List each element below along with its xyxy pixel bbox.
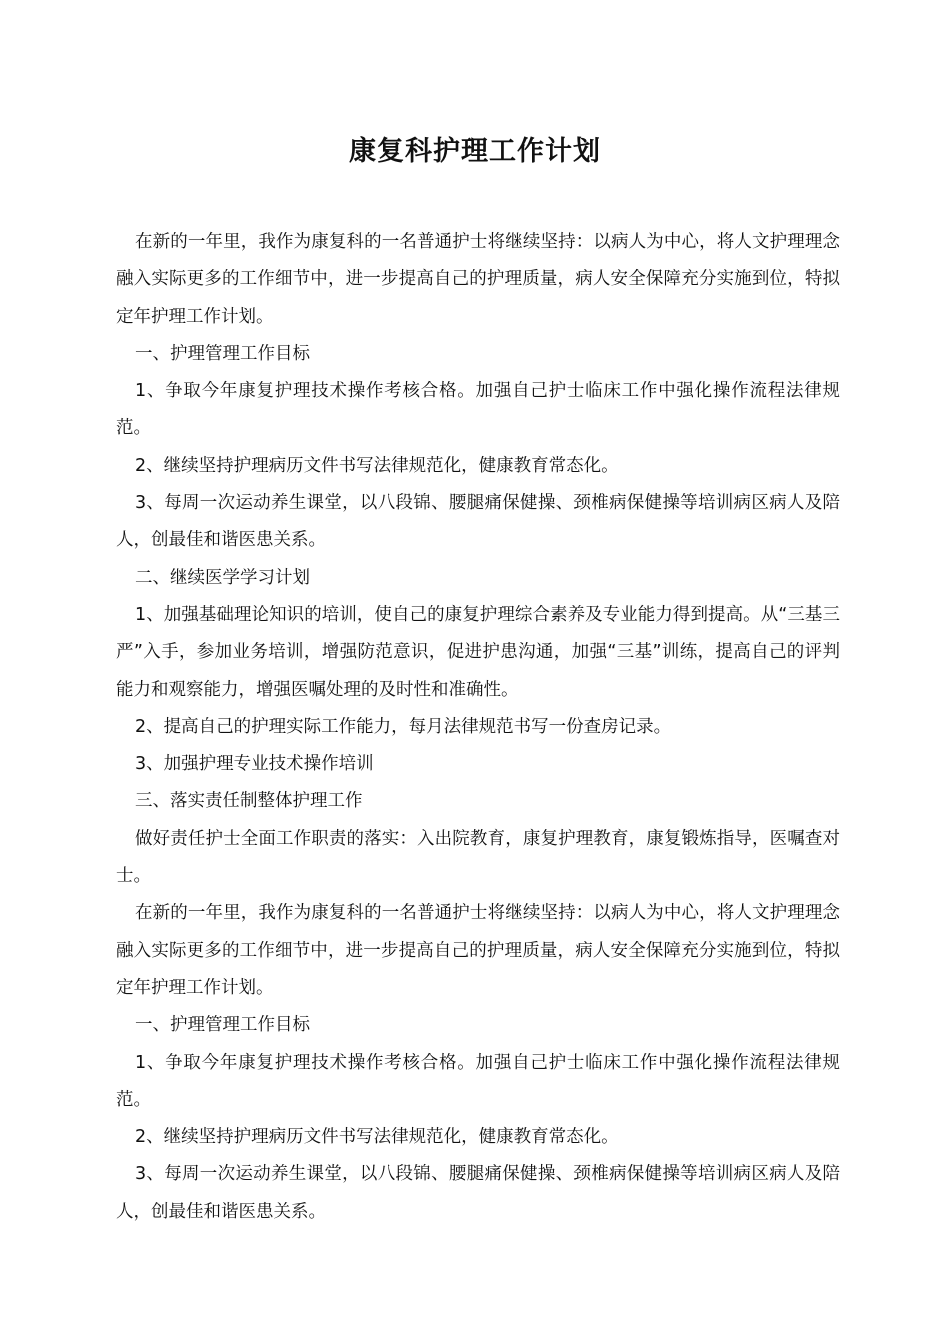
document-body [116,224,840,1231]
paragraph-item: 2、继续坚持护理病历文件书写法律规范化，健康教育常态化。 [135,1127,619,1148]
paragraph-intro: 在新的一年里，我作为康复科的一名普通护士将继续坚持：以病人为中心，将人文护理理念融入实际更多的工作细节中，进一步提高自己的护理质量，病人安全保障充分实施到位，特拟定年护理工作计划。 [116,232,840,327]
paragraph-item: 3、每周一次运动养生课堂，以八段锦、腰腿痛保健操、颈椎病保健操等培训病区病人及陪人，创最佳和谐医患关系。 [116,493,840,551]
paragraph-item: 1、加强基础理论知识的培训，使自己的康复护理综合素养及专业能力得到提高。从“三基三严”入手，参加业务培训，增强防范意识，促进护患沟通，加强“三基”训练，提高自己的评判能力和观察能力，增强医嘱处理的及时性和准确性。 [116,604,840,700]
paragraph-item: 1、争取今年康复护理技术操作考核合格。加强自己护士临床工作中强化操作流程法律规范。 [116,1052,840,1110]
paragraph-item: 2、继续坚持护理病历文件书写法律规范化，健康教育常态化。 [135,455,619,476]
paragraph-item: 3、每周一次运动养生课堂，以八段锦、腰腿痛保健操、颈椎病保健操等培训病区病人及陪人，创最佳和谐医患关系。 [116,1164,840,1222]
document-title: 康复科护理工作计划 [349,136,601,167]
section-heading-1-repeat: 一、护理管理工作目标 [135,1015,310,1036]
paragraph-item: 2、提高自己的护理实际工作能力，每月法律规范书写一份查房记录。 [135,716,672,737]
paragraph-item: 做好责任护士全面工作职责的落实：入出院教育，康复护理教育，康复锻炼指导，医嘱查对士。 [116,828,840,887]
paragraph-item: 3、加强护理专业技术操作培训 [135,754,374,775]
section-heading-3: 三、落实责任制整体护理工作 [135,791,363,812]
section-heading-2: 二、继续医学学习计划 [135,567,310,588]
section-heading-1: 一、护理管理工作目标 [135,343,310,364]
paragraph-intro-repeat: 在新的一年里，我作为康复科的一名普通护士将继续坚持：以病人为中心，将人文护理理念融入实际更多的工作细节中，进一步提高自己的护理质量，病人安全保障充分实施到位，特拟定年护理工作计划。 [116,903,840,998]
paragraph-item: 1、争取今年康复护理技术操作考核合格。加强自己护士临床工作中强化操作流程法律规范。 [116,381,840,439]
